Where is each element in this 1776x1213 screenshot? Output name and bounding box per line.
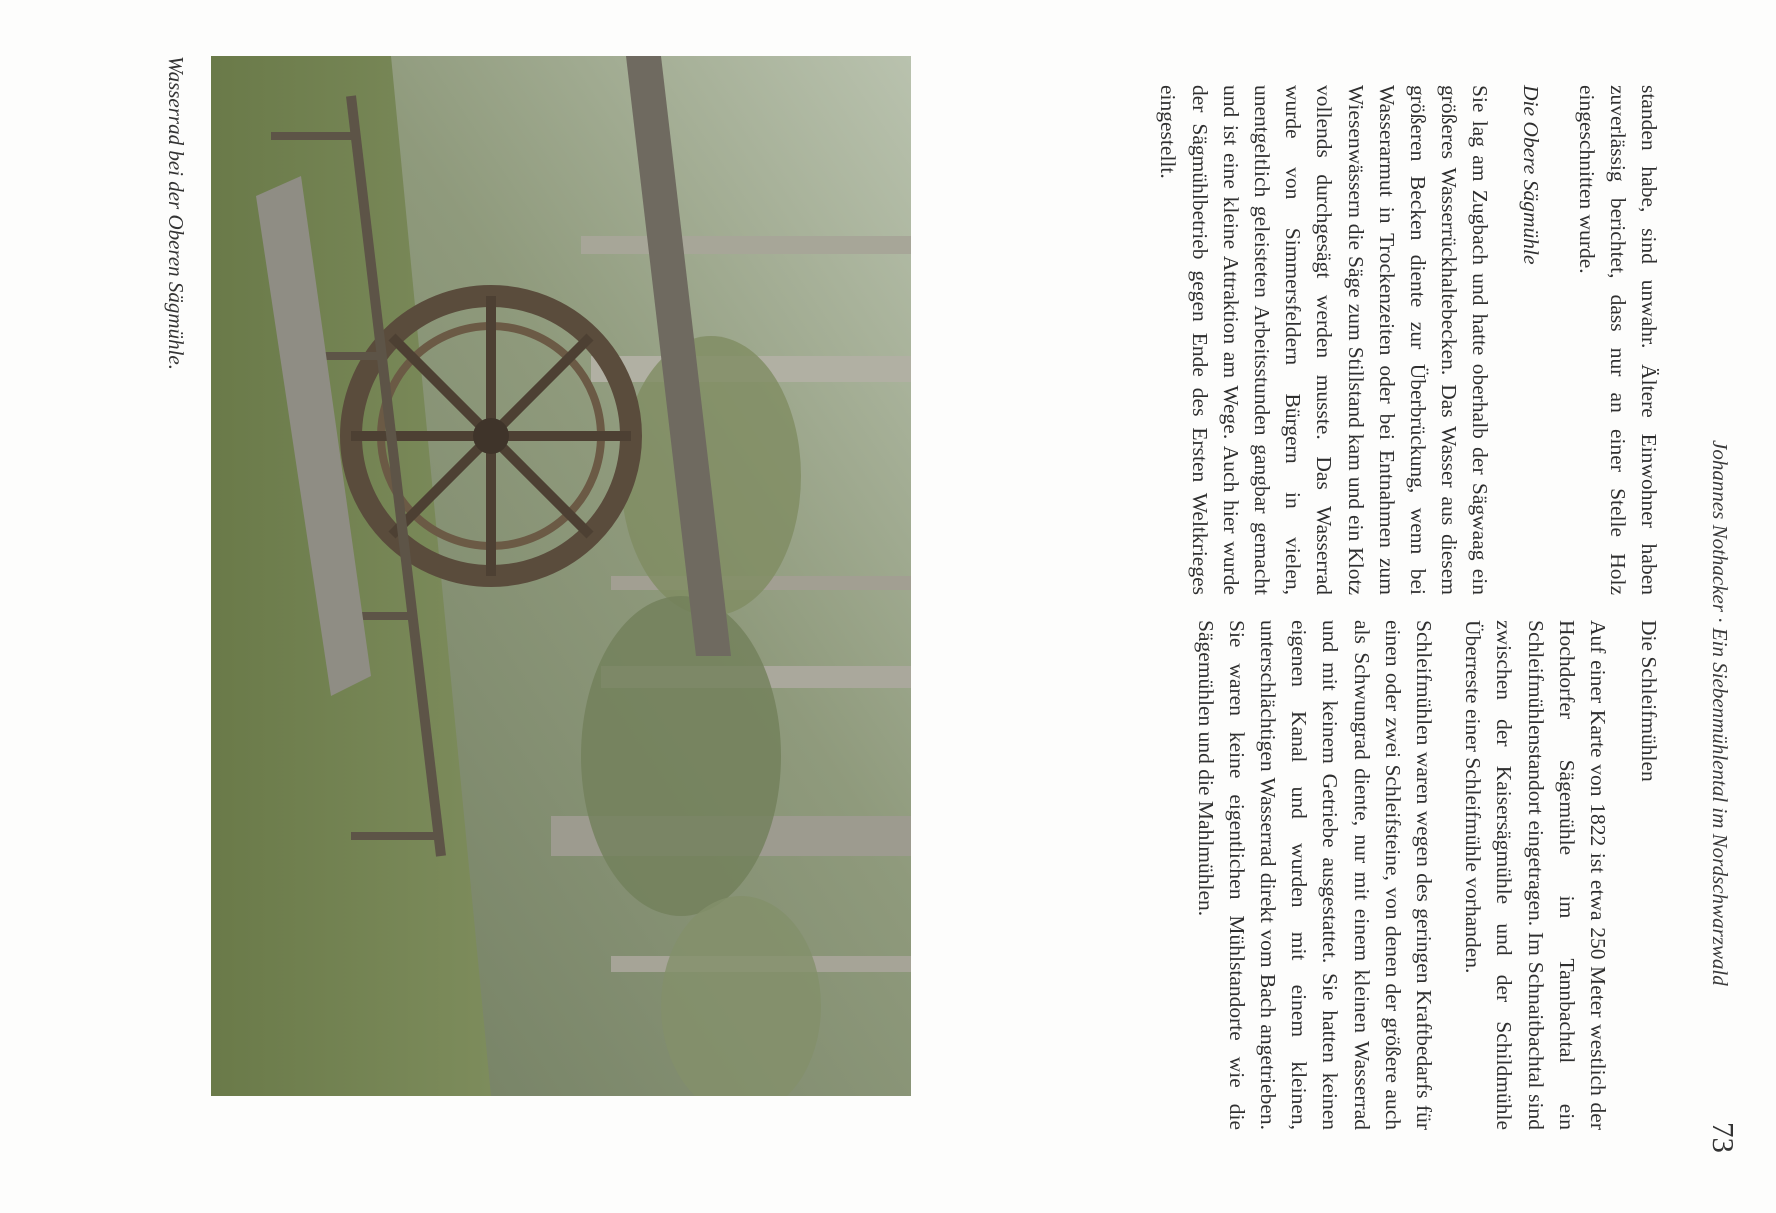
obere-saegmuehle-paragraph: Sie lag am Zugbach und hatte oberhalb der Sägwaag ein größeres Wasserrückhaltebecken. Das Wasser aus diesem größeren Becken diente zur Überbrückung, wenn bei Wasserarmut in Trockenzeiten oder bei Entnahmen zum Wiesenwässern die Säge zum Stillstand kam und ein Klotz vollends durchgesägt werden musste. Das Wasserrad wurde von Simmersfeldern Bürgern in vielen, unentgeltlich geleisteten Arbeitsstunden gangbar gemacht und ist eine kleine Attraktion am Wege. Auch hier wurde der Sägmühlbetrieb gegen Ende des Ersten Weltkrieges eingestellt. <box>1156 85 1493 595</box>
figure <box>164 56 911 1146</box>
figure-caption: Wasserrad bei der Oberen Sägmühle. <box>164 56 188 370</box>
page-number: 73 <box>1706 1122 1741 1153</box>
tree-trunk <box>581 236 911 254</box>
schleifmuehlen-paragraph-2: Schleifmühlen waren wegen des geringen Kraftbedarfs für einen oder zwei Schleifsteine, von denen der größere auch als Schwungrad diente, nur mit einem kleinen Wasserrad und mit keinem Getriebe ausgestattet. Sie hatten keinen eigenen Kanal und wurden mit einem kleinen, unterschlächtigen Wasserrad direkt vom Bach angetrieben. Sie waren keine eigentlichen Mühlstandorte wie die Sägemühlen und die Mahlmühlen. <box>1193 620 1436 1130</box>
running-head: Johannes Nothacker · Ein Siebenmühlental im Nordschwarzwald <box>1708 440 1732 986</box>
left-column <box>1134 85 1664 595</box>
right-column <box>1171 620 1664 1130</box>
page-header <box>1656 0 1776 1213</box>
foliage <box>581 596 781 916</box>
schleifmuehlen-paragraph-1: Auf einer Karte von 1822 ist etwa 250 Meter westlich der Hochdorfer Sägemühle im Tannbachtal ein Schleifmühlenstandort eingetragen. Im Schnaitbachtal sind zwischen der Kaisersägmühle und der Schildmühle Überreste einer Schleifmühle vorhanden. <box>1461 620 1610 1130</box>
section-heading-schleifmuehlen: Die Schleifmühlen <box>1637 620 1661 782</box>
left-intro-paragraph: standen habe, sind unwahr. Ältere Einwohner haben zuverlässig berichtet, dass nur an einer Stelle Holz eingeschnitten wurde. <box>1574 85 1661 595</box>
section-heading-obere-saegmuehle: Die Obere Sägmühle <box>1519 85 1544 265</box>
waterwheel-photo <box>211 56 911 1096</box>
